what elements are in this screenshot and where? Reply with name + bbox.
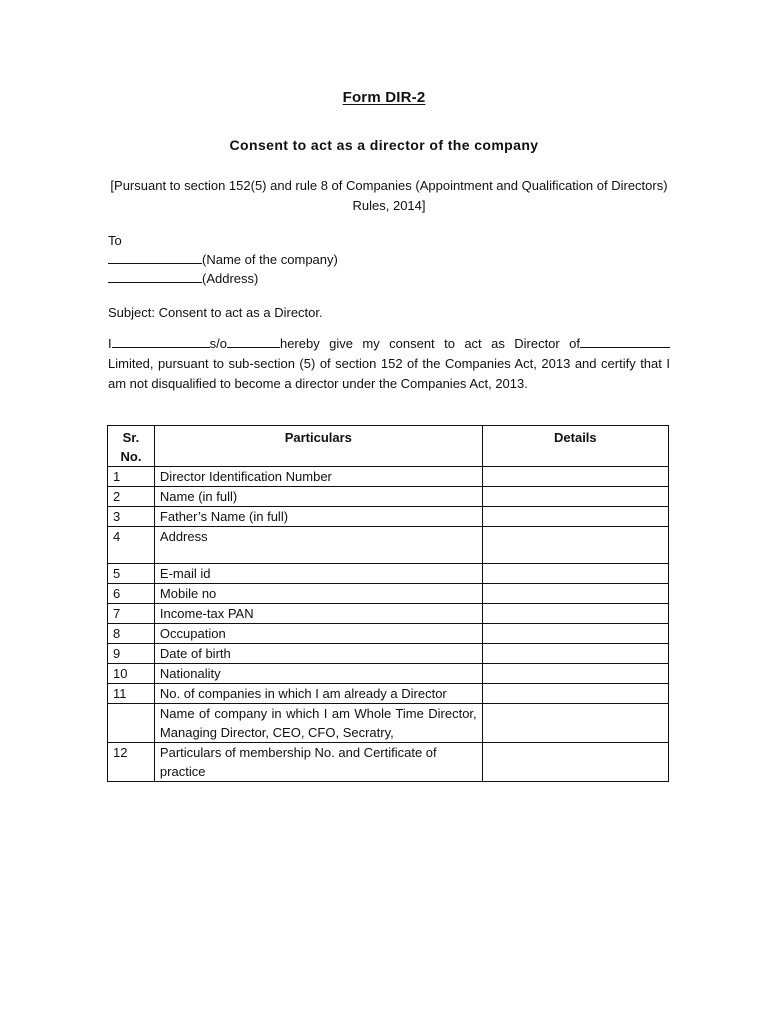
row-detail[interactable]: [482, 644, 668, 664]
pursuant-clause: [Pursuant to section 152(5) and rule 8 of Companies (Appointment and Qualification of Directors) Rules, 2014]: [110, 178, 668, 213]
director-name-blank: [112, 335, 210, 348]
row-particular: Address: [154, 527, 482, 564]
row-sr: 7: [108, 604, 155, 624]
table-row: [108, 467, 669, 487]
row-sr: 5: [108, 564, 155, 584]
table-row: [108, 704, 669, 743]
table-row: [108, 604, 669, 624]
row-detail[interactable]: [482, 527, 668, 564]
row-detail[interactable]: [482, 743, 668, 782]
header-sr-no: Sr. No.: [108, 426, 155, 467]
row-particular: E-mail id: [154, 564, 482, 584]
table-row: [108, 507, 669, 527]
row-sr: [108, 704, 155, 743]
row-sr: 10: [108, 664, 155, 684]
to-label: To: [108, 233, 122, 248]
company-blank: [580, 335, 670, 348]
table-row: [108, 487, 669, 507]
row-detail[interactable]: [482, 467, 668, 487]
address-label: (Address): [202, 271, 259, 286]
declaration-prefix: I: [108, 336, 112, 351]
row-particular: Income-tax PAN: [154, 604, 482, 624]
row-particular: No. of companies in which I am already a Director: [154, 684, 482, 704]
row-particular: Date of birth: [154, 644, 482, 664]
declaration-paragraph: [108, 334, 670, 394]
row-sr: 2: [108, 487, 155, 507]
table-row: [108, 564, 669, 584]
row-sr: 4: [108, 527, 155, 564]
header-details: Details: [482, 426, 668, 467]
row-detail[interactable]: [482, 564, 668, 584]
row-sr: 6: [108, 584, 155, 604]
company-name-line: [108, 250, 670, 270]
row-particular: Nationality: [154, 664, 482, 684]
table-header-row: [108, 426, 669, 467]
address-line: [108, 269, 670, 289]
particulars-table: [107, 425, 669, 782]
subject-line: Subject: Consent to act as a Director.: [108, 305, 323, 320]
row-detail[interactable]: [482, 704, 668, 743]
row-sr: 12: [108, 743, 155, 782]
row-detail[interactable]: [482, 624, 668, 644]
table-row: [108, 743, 669, 782]
header-particulars: Particulars: [154, 426, 482, 467]
row-particular: Director Identification Number: [154, 467, 482, 487]
row-particular: Name of company in which I am Whole Time Director, Managing Director, CEO, CFO, Secratry,: [154, 704, 482, 743]
row-sr: 8: [108, 624, 155, 644]
table-row: [108, 684, 669, 704]
father-name-blank: [227, 335, 280, 348]
row-particular: Name (in full): [154, 487, 482, 507]
row-detail[interactable]: [482, 487, 668, 507]
row-detail[interactable]: [482, 684, 668, 704]
row-sr: 11: [108, 684, 155, 704]
company-name-label: (Name of the company): [202, 252, 338, 267]
consent-text: hereby give my consent to act as Director of: [279, 336, 580, 351]
row-sr: 3: [108, 507, 155, 527]
declaration-rest: Limited, pursuant to sub-section (5) of section 152 of the Companies Act, 2013 and certify that I am not disqualified to become a director under the Companies Act, 2013.: [108, 356, 670, 391]
address-blank: [108, 270, 202, 283]
row-particular: Mobile no: [154, 584, 482, 604]
table-row: [108, 527, 669, 564]
table-row: [108, 664, 669, 684]
row-sr: 1: [108, 467, 155, 487]
row-detail[interactable]: [482, 604, 668, 624]
row-particular: Occupation: [154, 624, 482, 644]
row-detail[interactable]: [482, 664, 668, 684]
table-row: [108, 584, 669, 604]
row-sr: 9: [108, 644, 155, 664]
table-row: [108, 624, 669, 644]
consent-title: Consent to act as a director of the company: [229, 137, 539, 153]
company-name-blank: [108, 251, 202, 264]
form-title: Form DIR-2: [342, 89, 426, 106]
table-row: [108, 644, 669, 664]
son-of-label: s/o: [209, 336, 227, 351]
row-detail[interactable]: [482, 507, 668, 527]
row-detail[interactable]: [482, 584, 668, 604]
row-particular: Father’s Name (in full): [154, 507, 482, 527]
row-particular: Particulars of membership No. and Certificate of practice: [154, 743, 482, 782]
